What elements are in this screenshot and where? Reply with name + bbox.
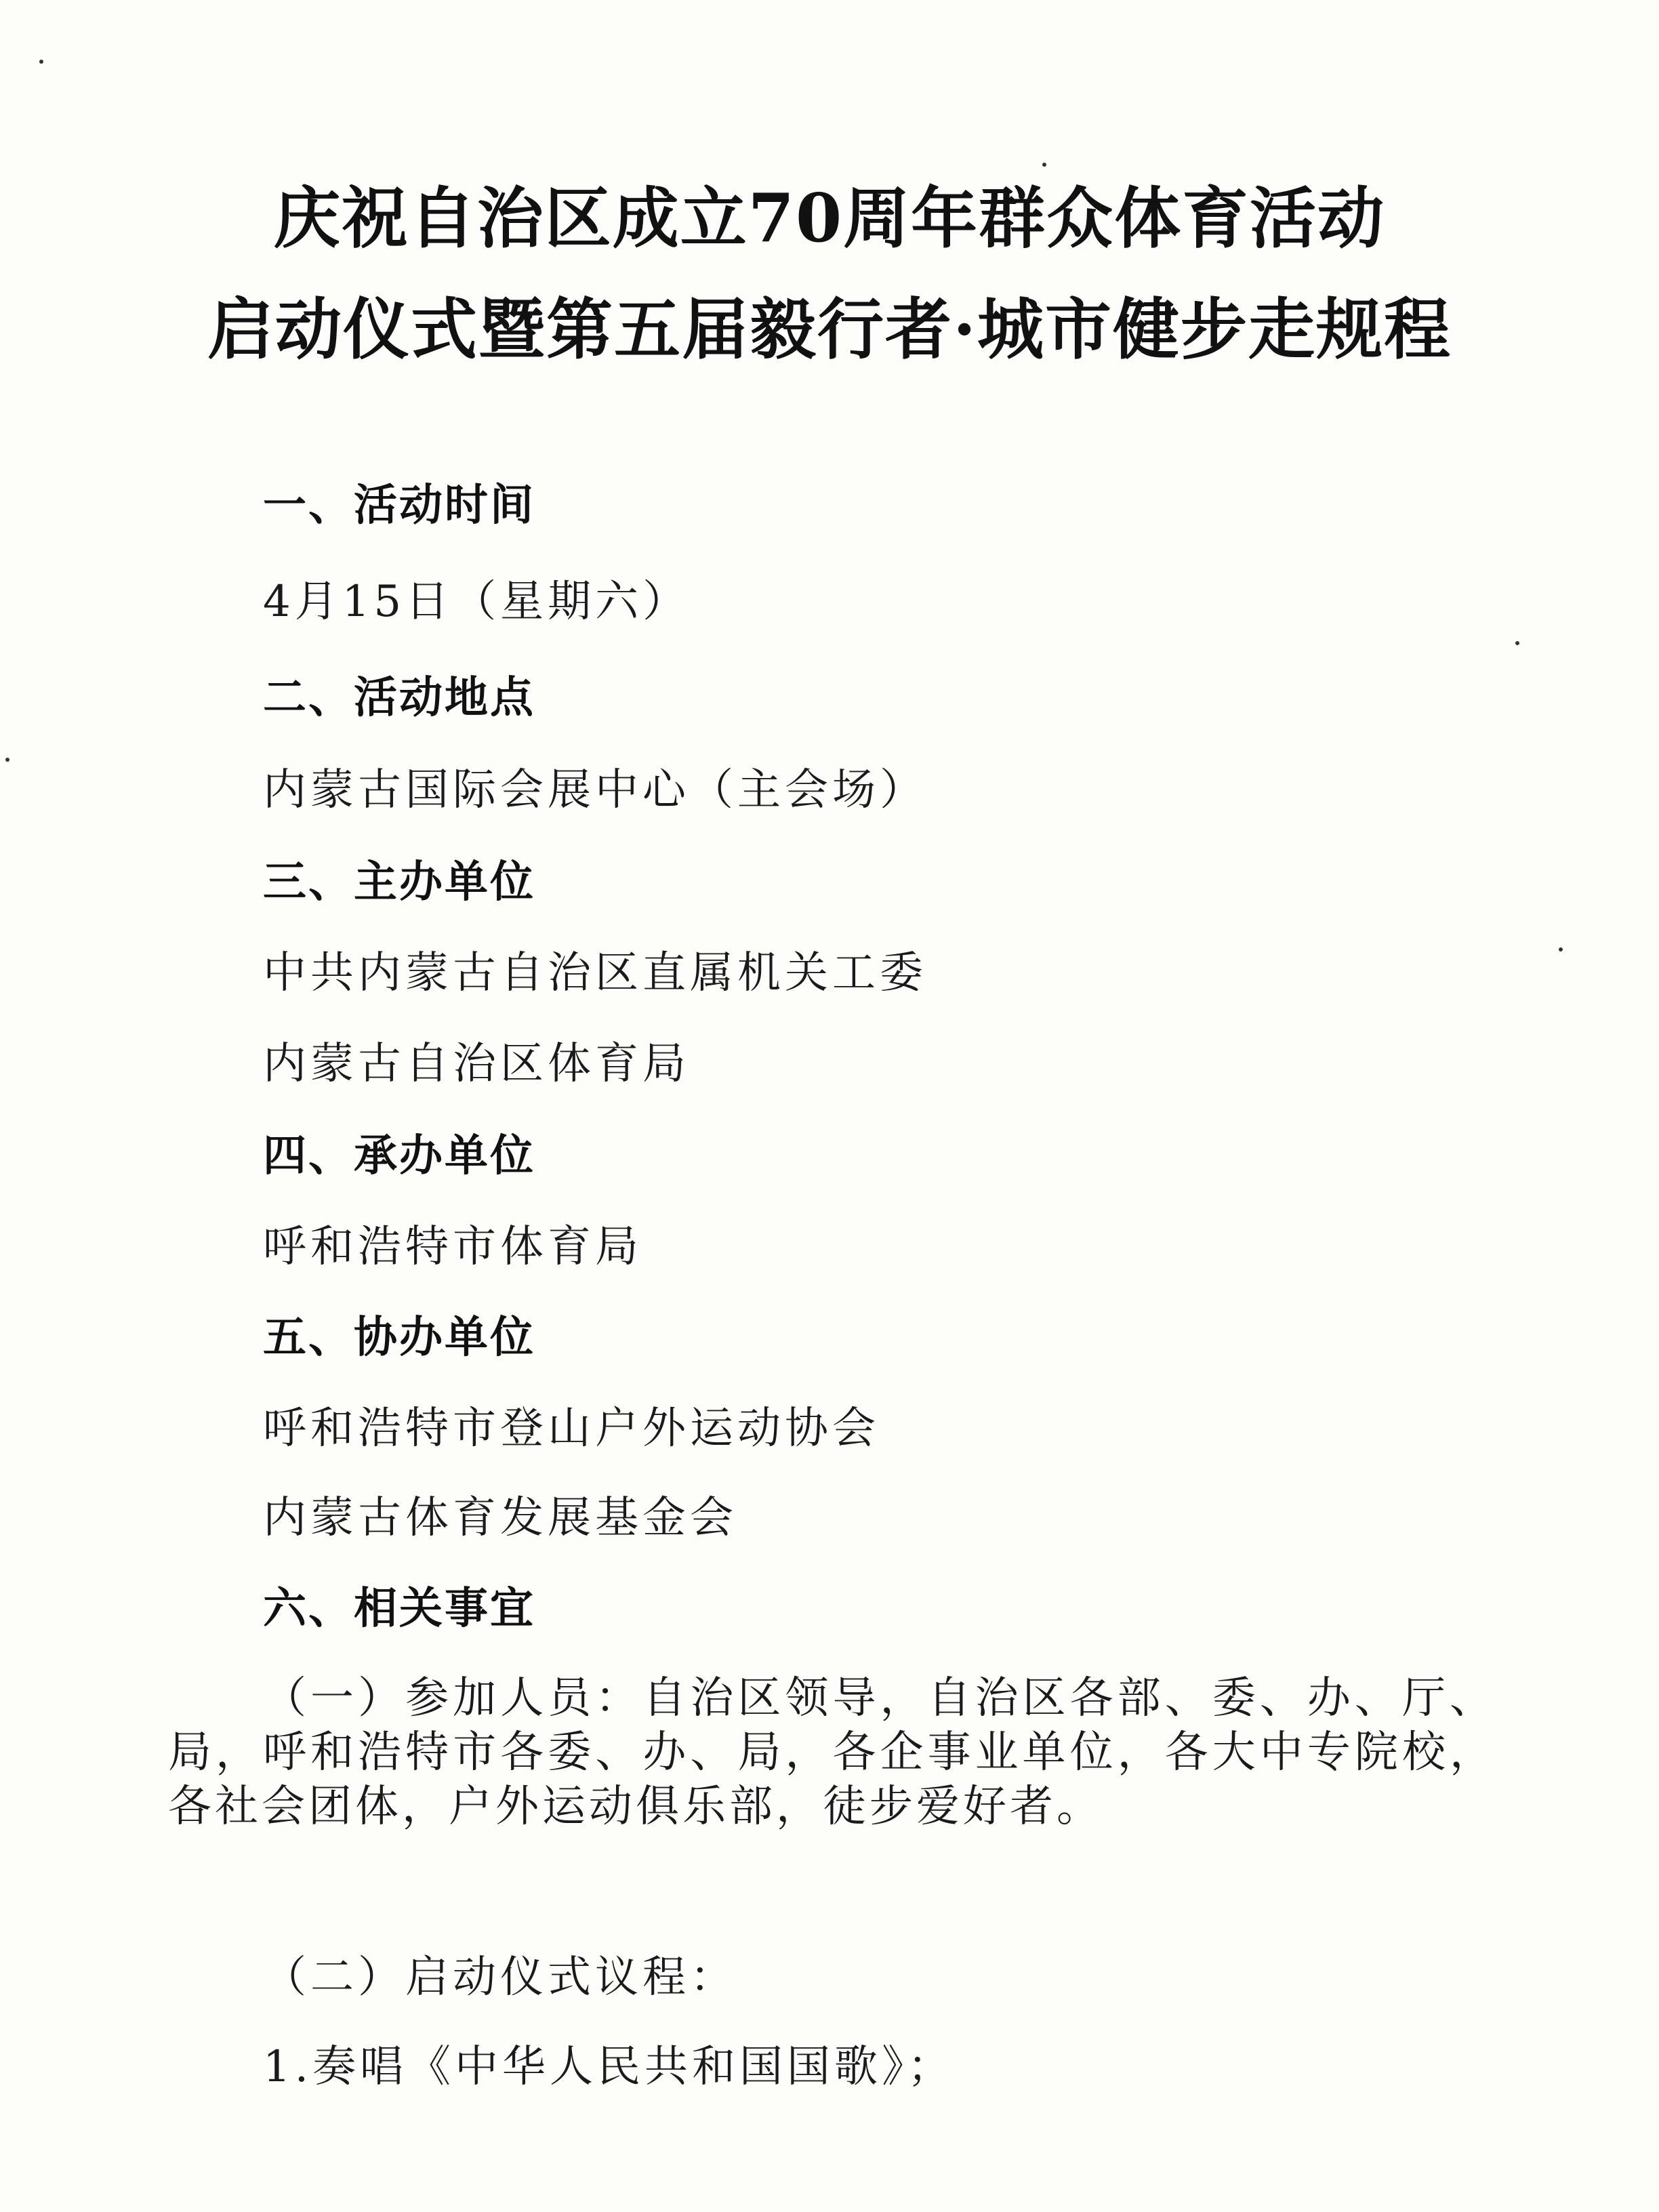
section-heading-host: 四、承办单位 bbox=[263, 1131, 535, 1181]
co-organizer-2: 内蒙古体育发展基金会 bbox=[263, 1493, 737, 1543]
scan-speck bbox=[39, 60, 43, 64]
event-location: 内蒙古国际会展中心（主会场） bbox=[263, 765, 927, 815]
section-heading-time: 一、活动时间 bbox=[263, 480, 535, 531]
organizer-1: 中共内蒙古自治区直属机关工委 bbox=[263, 948, 927, 998]
scan-speck bbox=[1042, 163, 1046, 167]
agenda-item-1: 1.奏唱《中华人民共和国国歌》； bbox=[263, 2042, 956, 2092]
document-title-line-1: 庆祝自治区成立70周年群众体育活动 bbox=[273, 180, 1386, 258]
document-title-line-2: 启动仪式暨第五届毅行者·城市健步走规程 bbox=[207, 291, 1452, 369]
host-unit: 呼和浩特市体育局 bbox=[263, 1222, 642, 1272]
participants-text: 自治区领导，自治区各部、委、办、厅、局，呼和浩特市各委、办、局，各企事业单位，各大中专院校，各社会团体，户外运动俱乐部，徒步爱好者。 bbox=[168, 1673, 1497, 1832]
agenda-heading: （二）启动仪式议程： bbox=[263, 1952, 737, 2003]
scan-speck bbox=[5, 758, 9, 762]
participants-label: （一）参加人员： bbox=[263, 1673, 643, 1723]
organizer-2: 内蒙古自治区体育局 bbox=[263, 1039, 690, 1089]
participants-paragraph bbox=[168, 1671, 1496, 1834]
section-heading-organizer: 三、主办单位 bbox=[263, 857, 535, 907]
section-heading-co-organizer: 五、协办单位 bbox=[263, 1313, 535, 1363]
co-organizer-1: 呼和浩特市登山户外运动协会 bbox=[263, 1404, 880, 1454]
scan-speck bbox=[1559, 947, 1563, 951]
section-heading-matters: 六、相关事宜 bbox=[263, 1584, 535, 1634]
section-heading-location: 二、活动地点 bbox=[263, 673, 535, 723]
event-date: 4月15日（星期六） bbox=[263, 577, 691, 627]
scan-speck bbox=[1515, 641, 1519, 645]
